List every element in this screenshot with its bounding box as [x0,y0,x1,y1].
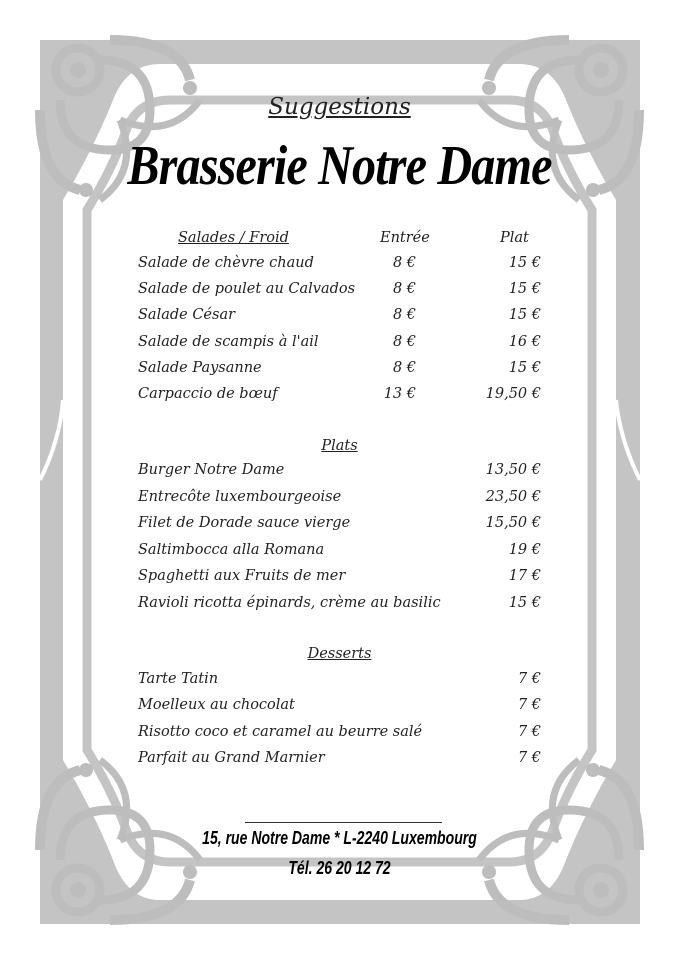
menu-item-row [0,360,679,382]
footer-address: 15, rue Notre Dame * L-2240 Luxembourg [202,828,477,848]
price-plat: 15 € [508,281,541,297]
dish-name: Ravioli ricotta épinards, crème au basilic [138,595,441,611]
dish-name: Risotto coco et caramel au beurre salé [138,724,423,740]
dish-name: Salade Paysanne [138,360,262,376]
dish-name: Moelleux au chocolat [138,697,295,713]
menu-item-row [0,697,679,719]
restaurant-name: Brasserie Notre Dame [127,135,552,197]
menu-item-row [0,568,679,590]
price-entree: 13 € [383,386,416,402]
price: 7 € [517,724,541,740]
menu-item-row [0,281,679,303]
price: 13,50 € [485,462,541,478]
menu-item-row [0,542,679,564]
price: 15 € [508,595,541,611]
price-plat: 15 € [508,360,541,376]
menu-item-row [0,462,679,484]
price: 7 € [517,671,541,687]
menu-item-row [0,724,679,746]
dish-name: Salade de poulet au Calvados [138,281,356,297]
menu-item-row [0,489,679,511]
footer-phone: Tél. 26 20 12 72 [288,858,391,878]
dish-name: Burger Notre Dame [138,462,285,478]
menu-subtitle: Suggestions [268,94,411,120]
section-heading-plats: Plats [321,438,358,454]
menu-item-row [0,307,679,329]
menu-item-row [0,671,679,693]
dish-name: Entrecôte luxembourgeoise [138,489,342,505]
dish-name: Salade César [138,307,236,323]
menu-item-row [0,595,679,617]
price-plat: 16 € [508,334,541,350]
dish-name: Parfait au Grand Marnier [138,750,325,766]
dish-name: Saltimbocca alla Romana [138,542,325,558]
menu-item-row [0,255,679,277]
price-entree: 8 € [392,307,416,323]
dish-name: Carpaccio de bœuf [138,386,278,402]
dish-name: Filet de Dorade sauce vierge [138,515,351,531]
column-header-plat: Plat [500,230,529,246]
dish-name: Tarte Tatin [138,671,219,687]
price-entree: 8 € [392,281,416,297]
price: 7 € [517,697,541,713]
price-entree: 8 € [392,334,416,350]
menu-item-row [0,386,679,408]
dish-name: Salade de chèvre chaud [138,255,314,271]
price: 7 € [517,750,541,766]
price-entree: 8 € [392,255,416,271]
dish-name: Salade de scampis à l'ail [138,334,319,350]
dish-name: Spaghetti aux Fruits de mer [138,568,346,584]
price-entree: 8 € [392,360,416,376]
menu-item-row [0,750,679,772]
price-plat: 19,50 € [485,386,541,402]
price-plat: 15 € [508,255,541,271]
price-plat: 15 € [508,307,541,323]
section-heading-salades: Salades / Froid [178,230,289,246]
menu-item-row [0,515,679,537]
footer-divider [245,822,442,823]
price: 15,50 € [485,515,541,531]
price: 17 € [508,568,541,584]
section-heading-desserts: Desserts [307,646,372,662]
price: 19 € [508,542,541,558]
price: 23,50 € [485,489,541,505]
column-header-entree: Entrée [380,230,430,246]
menu-item-row [0,334,679,356]
